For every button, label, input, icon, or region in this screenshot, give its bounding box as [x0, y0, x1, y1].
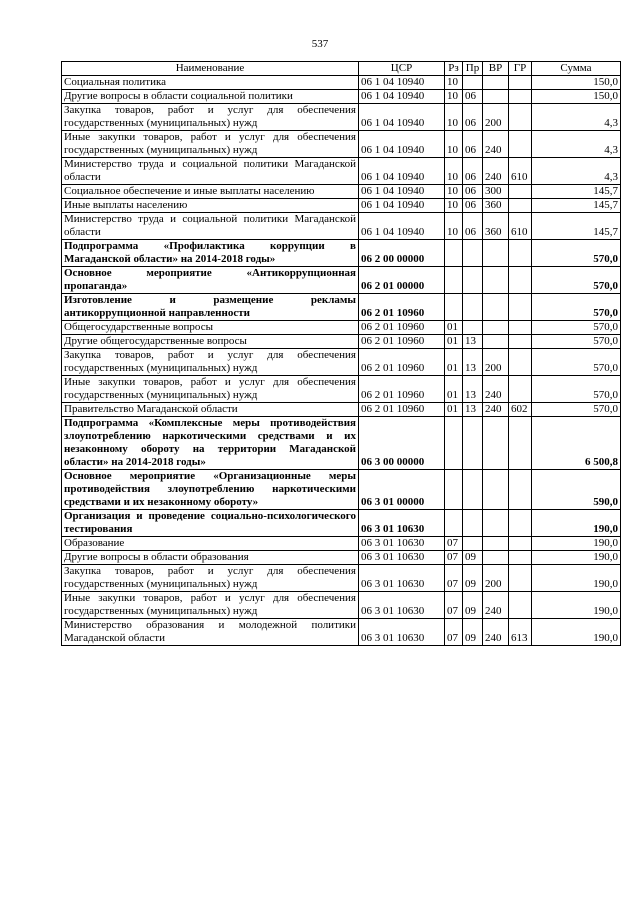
cell-rz: 07 [445, 619, 463, 646]
cell-pr: 13 [463, 349, 483, 376]
cell-gr [509, 267, 532, 294]
table-row [62, 321, 621, 335]
cell-csr: 06 1 04 10940 [359, 185, 445, 199]
header-name: Наименование [62, 62, 359, 76]
cell-rz: 07 [445, 551, 463, 565]
cell-csr: 06 1 04 10940 [359, 131, 445, 158]
cell-rz: 10 [445, 90, 463, 104]
cell-gr: 602 [509, 403, 532, 417]
cell-sum: 4,3 [532, 131, 621, 158]
table-row [62, 592, 621, 619]
cell-vr: 200 [483, 565, 509, 592]
cell-pr [463, 240, 483, 267]
cell-vr [483, 321, 509, 335]
cell-csr: 06 2 01 00000 [359, 267, 445, 294]
cell-csr: 06 2 01 10960 [359, 376, 445, 403]
cell-vr [483, 551, 509, 565]
cell-csr: 06 1 04 10940 [359, 76, 445, 90]
cell-name: Социальная политика [62, 76, 359, 90]
cell-csr: 06 2 00 00000 [359, 240, 445, 267]
cell-name: Другие вопросы в области образования [62, 551, 359, 565]
cell-sum: 570,0 [532, 267, 621, 294]
table-row [62, 294, 621, 321]
cell-sum: 570,0 [532, 376, 621, 403]
cell-sum: 190,0 [532, 551, 621, 565]
cell-name: Подпрограмма «Комплексные меры противодействия злоупотреблению наркотическими средствами и их незаконному обороту на территории Магаданской области» на 2014-2018 годы» [62, 417, 359, 470]
table-row [62, 104, 621, 131]
cell-sum: 150,0 [532, 90, 621, 104]
table-row [62, 376, 621, 403]
cell-pr [463, 537, 483, 551]
table-body [62, 76, 621, 646]
cell-rz: 10 [445, 199, 463, 213]
cell-name: Закупка товаров, работ и услуг для обеспечения государственных (муниципальных) нужд [62, 349, 359, 376]
cell-gr [509, 131, 532, 158]
cell-pr: 09 [463, 619, 483, 646]
cell-rz: 01 [445, 335, 463, 349]
cell-vr [483, 90, 509, 104]
cell-vr [483, 240, 509, 267]
header-pr: Пр [463, 62, 483, 76]
cell-sum: 145,7 [532, 185, 621, 199]
cell-name: Иные выплаты населению [62, 199, 359, 213]
cell-rz [445, 470, 463, 510]
cell-gr: 610 [509, 158, 532, 185]
budget-table [61, 61, 621, 646]
cell-rz [445, 294, 463, 321]
cell-vr [483, 267, 509, 294]
cell-vr: 240 [483, 131, 509, 158]
cell-csr: 06 2 01 10960 [359, 294, 445, 321]
cell-csr: 06 3 01 10630 [359, 592, 445, 619]
cell-rz [445, 510, 463, 537]
cell-pr: 06 [463, 104, 483, 131]
cell-gr [509, 199, 532, 213]
cell-csr: 06 3 01 10630 [359, 510, 445, 537]
cell-name: Закупка товаров, работ и услуг для обеспечения государственных (муниципальных) нужд [62, 565, 359, 592]
cell-pr: 06 [463, 185, 483, 199]
table-row [62, 213, 621, 240]
cell-sum: 6 500,8 [532, 417, 621, 470]
table-row [62, 619, 621, 646]
cell-rz: 10 [445, 131, 463, 158]
cell-pr: 06 [463, 199, 483, 213]
cell-sum: 590,0 [532, 470, 621, 510]
cell-gr: 610 [509, 213, 532, 240]
cell-rz: 07 [445, 565, 463, 592]
cell-sum: 190,0 [532, 619, 621, 646]
cell-csr: 06 2 01 10960 [359, 403, 445, 417]
cell-pr: 09 [463, 592, 483, 619]
cell-name: Другие вопросы в области социальной политики [62, 90, 359, 104]
cell-rz: 07 [445, 537, 463, 551]
cell-vr: 240 [483, 619, 509, 646]
cell-vr [483, 417, 509, 470]
table-row [62, 335, 621, 349]
cell-pr [463, 417, 483, 470]
cell-sum: 190,0 [532, 510, 621, 537]
cell-name: Министерство образования и молодежной политики Магаданской области [62, 619, 359, 646]
cell-gr [509, 76, 532, 90]
cell-name: Социальное обеспечение и иные выплаты населению [62, 185, 359, 199]
cell-pr: 06 [463, 131, 483, 158]
cell-pr: 06 [463, 158, 483, 185]
cell-rz: 01 [445, 376, 463, 403]
cell-name: Изготовление и размещение рекламы антикоррупционной направленности [62, 294, 359, 321]
cell-rz [445, 417, 463, 470]
cell-pr: 09 [463, 565, 483, 592]
cell-vr: 240 [483, 376, 509, 403]
cell-gr [509, 294, 532, 321]
header-rz: Рз [445, 62, 463, 76]
cell-pr: 06 [463, 90, 483, 104]
table-row [62, 551, 621, 565]
table-row [62, 470, 621, 510]
cell-sum: 4,3 [532, 104, 621, 131]
cell-vr: 360 [483, 213, 509, 240]
cell-pr [463, 267, 483, 294]
cell-vr: 360 [483, 199, 509, 213]
cell-rz [445, 240, 463, 267]
table-row [62, 417, 621, 470]
cell-rz [445, 267, 463, 294]
cell-sum: 570,0 [532, 335, 621, 349]
cell-sum: 145,7 [532, 213, 621, 240]
cell-csr: 06 1 04 10940 [359, 199, 445, 213]
cell-vr: 200 [483, 104, 509, 131]
cell-name: Иные закупки товаров, работ и услуг для обеспечения государственных (муниципальных) нужд [62, 376, 359, 403]
cell-gr [509, 104, 532, 131]
header-vr: ВР [483, 62, 509, 76]
cell-name: Организация и проведение социально-психологического тестирования [62, 510, 359, 537]
table-row [62, 185, 621, 199]
header-sum: Сумма [532, 62, 621, 76]
cell-sum: 190,0 [532, 537, 621, 551]
cell-csr: 06 3 00 00000 [359, 417, 445, 470]
cell-gr [509, 321, 532, 335]
cell-rz: 10 [445, 104, 463, 131]
cell-sum: 150,0 [532, 76, 621, 90]
cell-name: Иные закупки товаров, работ и услуг для обеспечения государственных (муниципальных) нужд [62, 592, 359, 619]
cell-sum: 570,0 [532, 403, 621, 417]
cell-pr [463, 294, 483, 321]
cell-gr [509, 376, 532, 403]
cell-sum: 190,0 [532, 565, 621, 592]
table-row [62, 158, 621, 185]
cell-gr [509, 470, 532, 510]
cell-csr: 06 3 01 00000 [359, 470, 445, 510]
cell-name: Подпрограмма «Профилактика коррупции в Магаданской области» на 2014-2018 годы» [62, 240, 359, 267]
cell-name: Образование [62, 537, 359, 551]
cell-gr [509, 510, 532, 537]
cell-csr: 06 3 01 10630 [359, 537, 445, 551]
cell-name: Министерство труда и социальной политики Магаданской области [62, 213, 359, 240]
cell-vr: 300 [483, 185, 509, 199]
cell-rz: 10 [445, 76, 463, 90]
cell-vr [483, 335, 509, 349]
cell-pr [463, 76, 483, 90]
table-row [62, 349, 621, 376]
cell-gr: 613 [509, 619, 532, 646]
cell-gr [509, 551, 532, 565]
table-row [62, 267, 621, 294]
cell-name: Министерство труда и социальной политики Магаданской области [62, 158, 359, 185]
cell-csr: 06 3 01 10630 [359, 551, 445, 565]
cell-rz: 10 [445, 158, 463, 185]
cell-csr: 06 1 04 10940 [359, 213, 445, 240]
cell-pr: 06 [463, 213, 483, 240]
cell-name: Закупка товаров, работ и услуг для обеспечения государственных (муниципальных) нужд [62, 104, 359, 131]
cell-pr: 13 [463, 376, 483, 403]
cell-pr [463, 510, 483, 537]
cell-csr: 06 1 04 10940 [359, 158, 445, 185]
cell-gr [509, 592, 532, 619]
cell-name: Основное мероприятие «Антикоррупционная пропаганда» [62, 267, 359, 294]
table-row [62, 76, 621, 90]
cell-vr: 240 [483, 592, 509, 619]
table-row [62, 131, 621, 158]
cell-name: Основное мероприятие «Организационные меры противодействия злоупотреблению наркотическими средствами и их незаконному обороту» [62, 470, 359, 510]
cell-pr: 13 [463, 403, 483, 417]
cell-vr [483, 510, 509, 537]
cell-pr: 13 [463, 335, 483, 349]
page-number: 537 [311, 38, 329, 50]
cell-vr [483, 537, 509, 551]
header-row [62, 62, 621, 76]
cell-csr: 06 2 01 10960 [359, 349, 445, 376]
table-row [62, 565, 621, 592]
cell-sum: 4,3 [532, 158, 621, 185]
cell-name: Общегосударственные вопросы [62, 321, 359, 335]
cell-vr [483, 470, 509, 510]
cell-gr [509, 537, 532, 551]
cell-rz: 10 [445, 185, 463, 199]
cell-gr [509, 565, 532, 592]
cell-sum: 570,0 [532, 294, 621, 321]
cell-rz: 01 [445, 321, 463, 335]
cell-name: Другие общегосударственные вопросы [62, 335, 359, 349]
cell-name: Правительство Магаданской области [62, 403, 359, 417]
cell-sum: 145,7 [532, 199, 621, 213]
table-row [62, 510, 621, 537]
cell-gr [509, 185, 532, 199]
header-csr: ЦСР [359, 62, 445, 76]
cell-csr: 06 1 04 10940 [359, 90, 445, 104]
cell-csr: 06 2 01 10960 [359, 321, 445, 335]
cell-vr [483, 76, 509, 90]
cell-sum: 570,0 [532, 321, 621, 335]
cell-vr: 200 [483, 349, 509, 376]
cell-rz: 10 [445, 213, 463, 240]
cell-gr [509, 349, 532, 376]
table-row [62, 199, 621, 213]
cell-pr [463, 470, 483, 510]
header-gr: ГР [509, 62, 532, 76]
table-row [62, 240, 621, 267]
cell-gr [509, 335, 532, 349]
cell-gr [509, 90, 532, 104]
cell-csr: 06 3 01 10630 [359, 619, 445, 646]
cell-sum: 570,0 [532, 240, 621, 267]
cell-vr [483, 294, 509, 321]
table-row [62, 537, 621, 551]
cell-sum: 570,0 [532, 349, 621, 376]
cell-name: Иные закупки товаров, работ и услуг для обеспечения государственных (муниципальных) нужд [62, 131, 359, 158]
cell-rz: 07 [445, 592, 463, 619]
cell-csr: 06 1 04 10940 [359, 104, 445, 131]
cell-csr: 06 2 01 10960 [359, 335, 445, 349]
cell-gr [509, 417, 532, 470]
table-row [62, 403, 621, 417]
cell-rz: 01 [445, 403, 463, 417]
cell-gr [509, 240, 532, 267]
cell-pr: 09 [463, 551, 483, 565]
cell-vr: 240 [483, 403, 509, 417]
cell-rz: 01 [445, 349, 463, 376]
cell-csr: 06 3 01 10630 [359, 565, 445, 592]
cell-vr: 240 [483, 158, 509, 185]
cell-pr [463, 321, 483, 335]
table-row [62, 90, 621, 104]
cell-sum: 190,0 [532, 592, 621, 619]
